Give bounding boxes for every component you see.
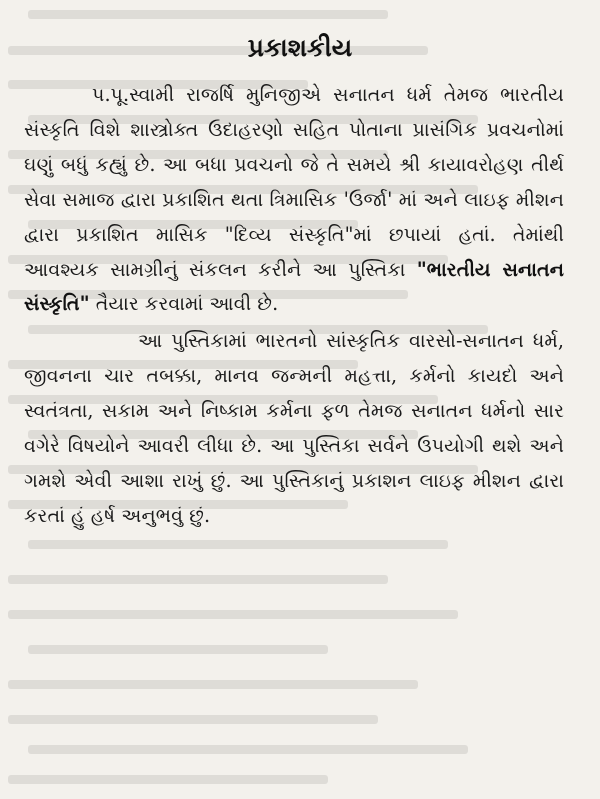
body-text — [24, 78, 564, 534]
paragraph-1-text: પ.પૂ.સ્વામી રાજર્ષિ મુનિજીએ સનાતન ધર્મ તેમજ ભારતીય સંસ્કૃતિ વિશે શાસ્ત્રોક્ત ઉદાહરણો સહિત પોતાના પ્રાસંગિક પ્રવચનોમાં ઘણું બધું કહ્યું છે. આ બધા પ્રવચનો જે તે સમયે શ્રી કાયાવરોહણ તીર્થ સેવા સમાજ દ્વારા પ્રકાશિત થતા ત્રિમાસિક 'ઉર્જા' માં અને લાઇફ મીશન દ્વારા પ્રકાશિત માસિક "દિવ્ય સંસ્કૃતિ"માં છપાયાં હતાં. તેમાંથી આવશ્યક સામગ્રીનું સંકલન કરીને આ પુસ્તિકા — [24, 83, 564, 281]
page-heading: પ્રકાશકીય — [247, 33, 353, 62]
paragraph-2: આ પુસ્તિકામાં ભારતનો સાંસ્કૃતિક વારસો-સનાતન ધર્મ, જીવનના ચાર તબક્કા, માનવ જન્મની મહત્તા, કર્મનો કાયદો અને સ્વતંત્રતા, સકામ અને નિષ્કામ કર્મના ફળ તેમજ સનાતન ધર્મનો સાર વગેરે વિષયોને આવરી લીધા છે. આ પુસ્તિકા સર્વને ઉપયોગી થશે અને ગમશે એવી આશા રાખું છું. આ પુસ્તિકાનું પ્રકાશન લાઇફ મીશન દ્વારા કરતાં હું હર્ષ અનુભવું છું. — [24, 329, 564, 527]
show-through-line — [28, 10, 388, 19]
paragraph-1 — [24, 78, 564, 322]
show-through-line — [8, 775, 328, 784]
show-through-line — [28, 645, 328, 654]
show-through-line — [28, 745, 468, 754]
paragraph-1-end: તૈયાર કરવામાં આવી છે. — [89, 292, 279, 316]
show-through-line — [8, 575, 388, 584]
show-through-line — [8, 680, 418, 689]
book-title-bold: "ભારતીય સનાતન સંસ્કૃતિ" — [24, 257, 565, 316]
show-through-line — [8, 715, 378, 724]
show-through-line — [8, 610, 458, 619]
show-through-line — [28, 540, 448, 549]
